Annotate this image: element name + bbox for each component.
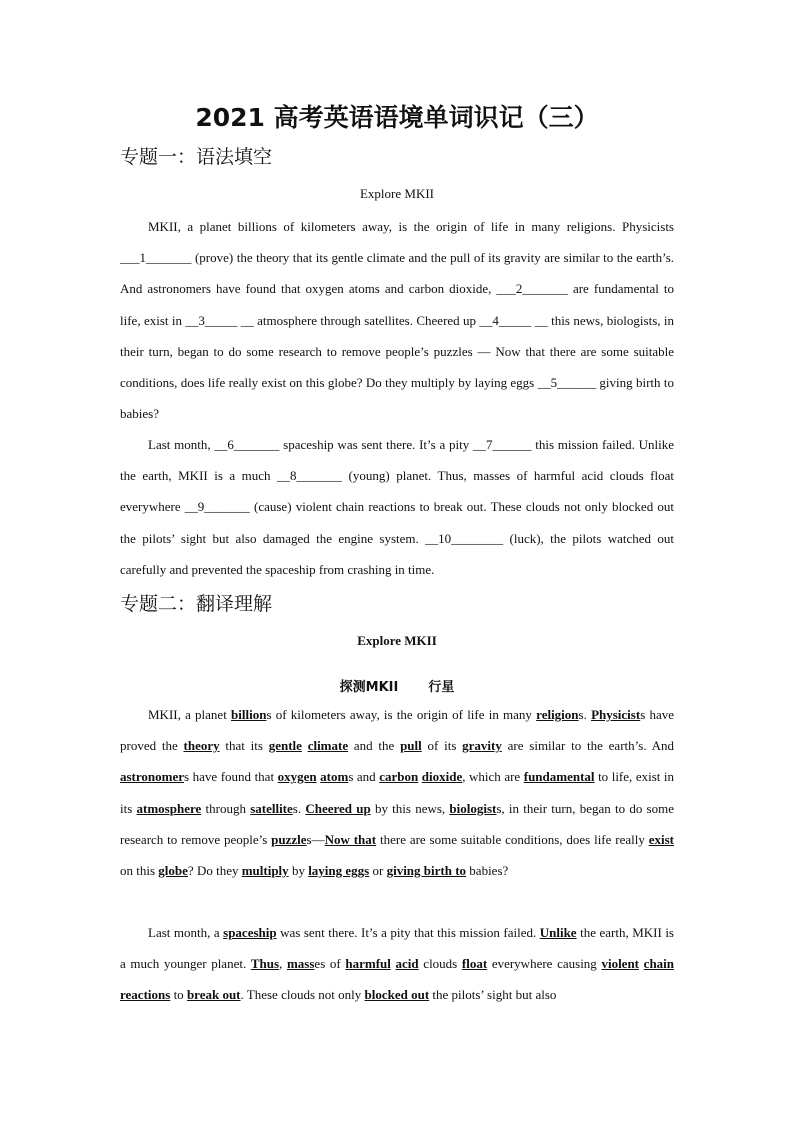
vocab-word: blocked out [364,987,430,1003]
section2-subtitle-cn: 探测MKII [339,680,399,695]
vocab-word: multiply [241,863,289,879]
vocab-word: laying eggs [308,863,370,879]
vocab-word: break out [186,987,241,1003]
section1-heading: 专题一：语法填空 [120,146,273,168]
text-run: by this news, [370,800,450,816]
vocab-word: atmosphere [136,800,202,816]
text-run: ? Do they [187,863,242,879]
text-run: Last month, a [148,925,224,940]
vocab-word: Cheered up [305,800,371,816]
vocab-word: acid [395,956,419,972]
text-run: , which are [462,769,524,785]
text-run: by [288,863,309,879]
vocab-word: billion [231,707,267,722]
vocab-word: dioxide [421,769,463,785]
text-run: s have found that [184,769,278,785]
vocab-word: gentle [268,738,302,754]
vocab-word: carbon [379,769,419,785]
vocab-word: Physicist [591,707,641,722]
vocab-word: oxygen [277,769,317,785]
page-title: 2021 高考英语语境单词识记（三） [195,103,599,132]
section2-paragraph-2 [120,917,674,1011]
vocab-word: biologist [449,800,497,816]
text-run: on this [120,863,159,879]
text-run: es of [314,956,346,972]
vocab-word: mass [286,956,315,972]
vocab-word: exist [648,831,674,847]
section1-paragraph-2: Last month, __6_______ spaceship was sent there. It’s a pity __7______ this mission failed. Unlike the earth, MKII is a much __8_______ (young) planet. Thus, masses of harmful acid clouds float everywhere __9_______ (cause) violent chain reactions to break out. These clouds not only blocked out the pilots’ sight but also damaged the engine system. __10________ (luck), the pilots watched out carefully and prevented the spaceship from crashing in time. [120,437,674,577]
vocab-word: Now that [324,831,377,847]
section2-heading: 专题二：翻译理解 [120,593,273,615]
text-run: to [170,987,187,1003]
section2-subtitle-word: 行星 [428,680,455,695]
vocab-word: spaceship [223,925,277,940]
text-run: through [201,800,251,816]
text-run: MKII, a planet [148,707,232,722]
text-run: or [369,863,387,879]
vocab-word: violent [601,956,640,972]
text-run: s. [578,707,592,722]
vocab-word: gravity [462,738,502,754]
vocab-word: harmful [345,956,391,972]
text-run: of its [421,738,463,754]
text-run: was sent there. It’s a pity that this mission failed. [276,925,540,940]
text-run: and the [348,738,401,754]
vocab-word: puzzle [271,831,307,847]
vocab-word: climate [307,738,349,754]
text-run: s. [292,800,306,816]
text-run: . These clouds not only [240,987,365,1003]
text-run: s have proved the [120,707,674,754]
text-run: clouds [418,956,462,972]
text-run: there are some suitable conditions, does life really [376,831,649,847]
section2-subtitle [0,676,794,695]
section2-paragraph-1 [120,699,674,886]
vocab-word: theory [183,738,220,754]
vocab-word: globe [158,863,188,879]
text-run: s and [348,769,380,785]
vocab-word: astronomer [120,769,185,785]
vocab-word: satellite [250,800,293,816]
vocab-word: religion [536,707,579,722]
text-run: everywhere causing [487,956,602,972]
vocab-word: float [461,956,488,972]
vocab-word: pull [400,738,422,754]
text-run: the pilots’ sight but also [429,987,557,1003]
text-run: that its [219,738,269,754]
vocab-word: giving birth to [386,863,467,879]
text-run: s, in their turn, began to do some research to remove people’s [120,800,674,847]
vocab-word: Unlike [539,925,577,940]
text-run: , [279,956,287,972]
vocab-word: chain reactions [120,956,675,1003]
text-run: babies? [466,863,509,879]
section1-passage-title: Explore MKII [359,186,434,201]
vocab-word: atom [320,769,349,785]
section2-passage-title: Explore MKII [357,633,437,648]
text-run: s— [306,831,325,847]
text-run: are similar to the earth’s. And [501,738,674,754]
text-run: s of kilometers away, is the origin of life in many [266,707,537,722]
text-run: to life, exist in its [120,769,675,816]
vocab-word: Thus [250,956,280,972]
section1-paragraph-1: MKII, a planet billions of kilometers away, is the origin of life in many religions. Physicists ___1_______ (prove) the theory that its gentle climate and the pull of its gravity are similar to the earth’s. And astronomers have found that oxygen atoms and carbon dioxide, ___2_______ are fundamental to life, exist in __3_____ __ atmosphere through satellites. Cheered up __4_____ __ this news, biologists, in their turn, began to do some research to remove people’s puzzles — Now that there are some suitable conditions, does life really exist on this globe? Do they multiply by laying eggs __5______ giving birth to babies? [120,219,674,422]
text-run: the earth, MKII is a much younger planet. [120,925,674,972]
vocab-word: fundamental [523,769,595,785]
